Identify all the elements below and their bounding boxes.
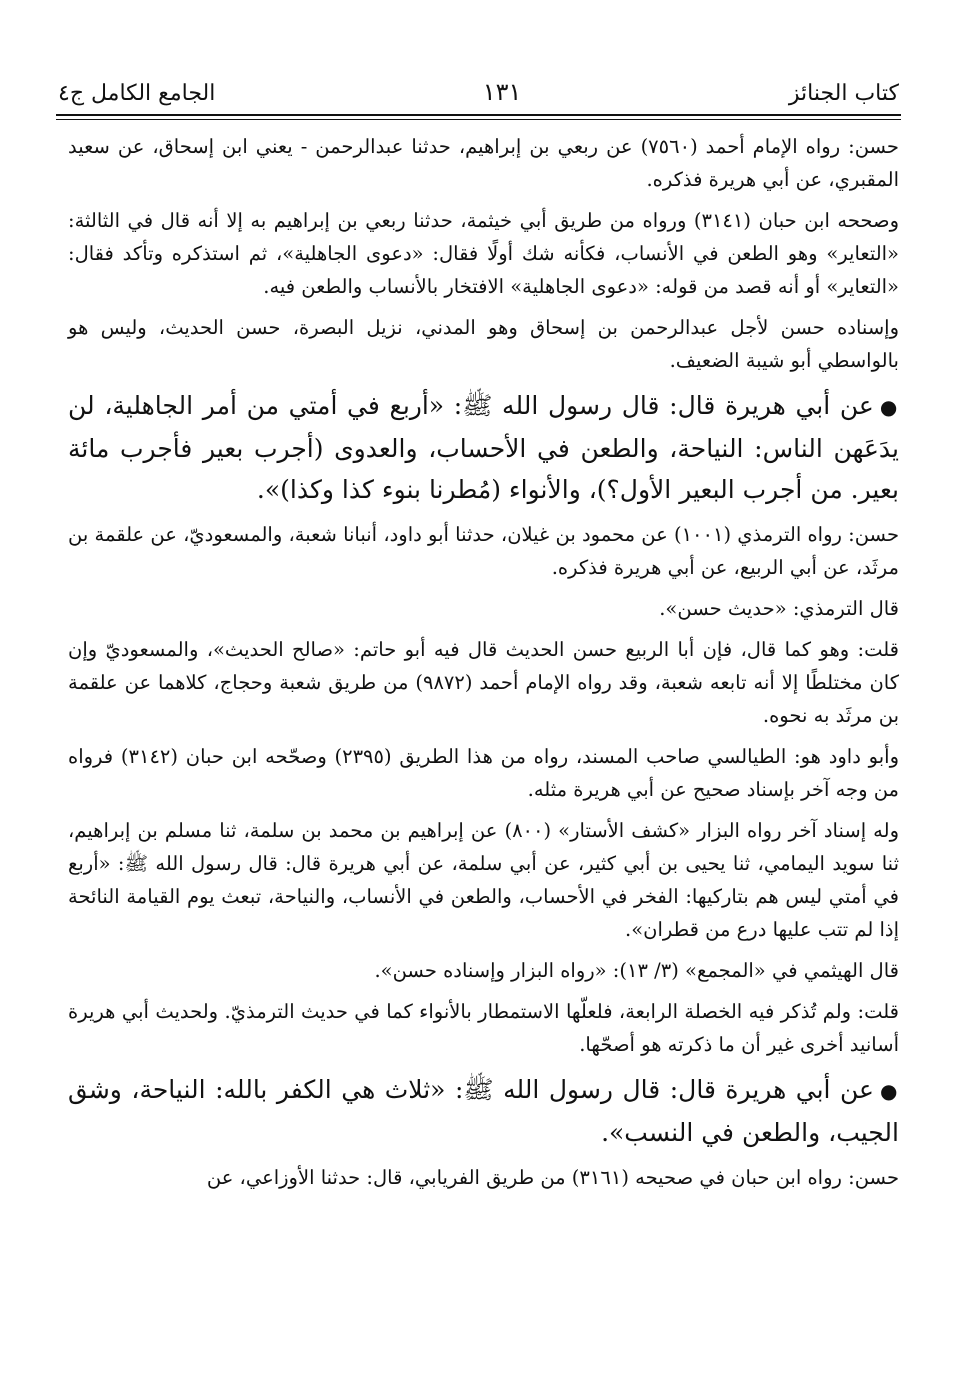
- paragraph-7: قلت: وهو كما قال، فإن أبا الربيع حسن الحديث قال فيه أبو حاتم: «صالح الحديث»، والمسعوديّ وإن كان مختلطًا إلا أنه تابعه شعبة، وقد رواه الإمام أحمد (٩٨٧٢) من طريق شعبة وحجاج، كلاهما عن علقمة بن مرثَد به نحوه.: [68, 638, 899, 727]
- paragraph-5: حسن: رواه الترمذي (١٠٠١) عن محمود بن غيلان، حدثنا أبو داود، أنبانا شعبة، والمسعوديّ، عن علقمة بن مرثَد، عن أبي الربيع، عن أبي هريرة فذكره.: [68, 523, 900, 579]
- paragraph-11: قلت: ولم تُذكر فيه الخصلة الرابعة، فلعلّها الاستمطار بالأنواء كما في حديث الترمذيّ. ولحديث أبي هريرة أسانيد أخرى غير أن ما ذكرته هو أصحّها.: [68, 1000, 899, 1056]
- paragraph-10: قال الهيثمي في «المجمع» (٣/ ١٣): «رواه البزار وإسناده حسن».: [374, 959, 899, 982]
- running-header: [58, 62, 899, 106]
- bullet-icon: ●: [879, 395, 900, 419]
- paragraph-9: وله إسناد آخر رواه البزار «كشف الأستار» (٨٠٠) عن إبراهيم بن محمد بن سلمة، ثنا مسلم بن إبراهيم، ثنا سويد اليمامي، ثنا يحيى بن أبي كثير، عن أبي سلمة، عن أبي هريرة قال: قال رسول الله ﷺ: «أربع في أمتي ليس هم بتاركيها: الفخر في الأحساب، والطعن في الأنساب، والنياحة، تبعث يوم القيامة النائحة إذا لم تتب عليها درع من قطران».: [68, 819, 899, 941]
- book-title: الجامع الكامل ج٤: [58, 81, 216, 106]
- paragraph-6: قال الترمذي: «حديث حسن».: [659, 597, 899, 620]
- hadith-text-2: عن أبي هريرة قال: قال رسول الله ﷺ: «ثلاث هي الكفر بالله: النياحة، وشق الجيب، والطعن في النسب».: [68, 1075, 899, 1147]
- paragraph-3: وإسناده حسن لأجل عبدالرحمن بن إسحاق وهو المدني، نزيل البصرة، حسن الحديث، وليس هو بالواسطي أبو شيبة الضعيف.: [68, 316, 899, 372]
- chapter-title: كتاب الجنائز: [788, 81, 899, 106]
- hadith-paragraph-2: [68, 1069, 899, 1153]
- paragraph-8: وأبو داود هو: الطيالسي صاحب المسند، رواه من هذا الطريق (٢٣٩٥) وصحّحه ابن حبان (٣١٤٢) فرواه من وجه آخر بإسناد صحيح عن أبي هريرة مثله.: [68, 745, 899, 801]
- page-number: ١٣١: [482, 78, 522, 106]
- paragraph-2: وصححه ابن حبان (٣١٤١) ورواه من طريق أبي خيثمة، حدثنا ربعي بن إبراهيم به إلا أنه قال في الثالثة: «التعاير» وهو الطعن في الأنساب، فكأنه شك أولًا فقال: «دعوى الجاهلية»، ثم استذكره وتأكد فقال: «التعاير» أو أنه قصد من قوله: «دعوى الجاهلية» الافتخار بالأنساب والطعن فيه.: [68, 209, 899, 298]
- header-rule-thin: [56, 119, 901, 120]
- paragraph-1: حسن: رواه الإمام أحمد (٧٥٦٠) عن ربعي بن إبراهيم، حدثنا عبدالرحمن - يعني ابن إسحاق، عن سعيد المقبري، عن أبي هريرة فذكره.: [68, 135, 899, 191]
- paragraph-13: حسن: رواه ابن حبان في صحيحه (٣١٦١) من طريق الفريابي، قال: حدثنا الأوزاعي، عن: [206, 1166, 899, 1189]
- bullet-icon: ●: [879, 1079, 900, 1103]
- hadith-text-1: عن أبي هريرة قال: قال رسول الله ﷺ: «أربع في أمتي من أمر الجاهلية، لن يدَعَهن الناس: النياحة، والطعن في الأحساب، والعدوى (أجرب بعير فأجرب مائة بعير. من أجرب البعير الأول؟)، والأنواء (مُطرنا بنوء كذا وكذا)».: [68, 391, 899, 504]
- page-body: [68, 130, 899, 1202]
- hadith-paragraph-1: [68, 385, 899, 510]
- header-rule-thick: [56, 114, 901, 116]
